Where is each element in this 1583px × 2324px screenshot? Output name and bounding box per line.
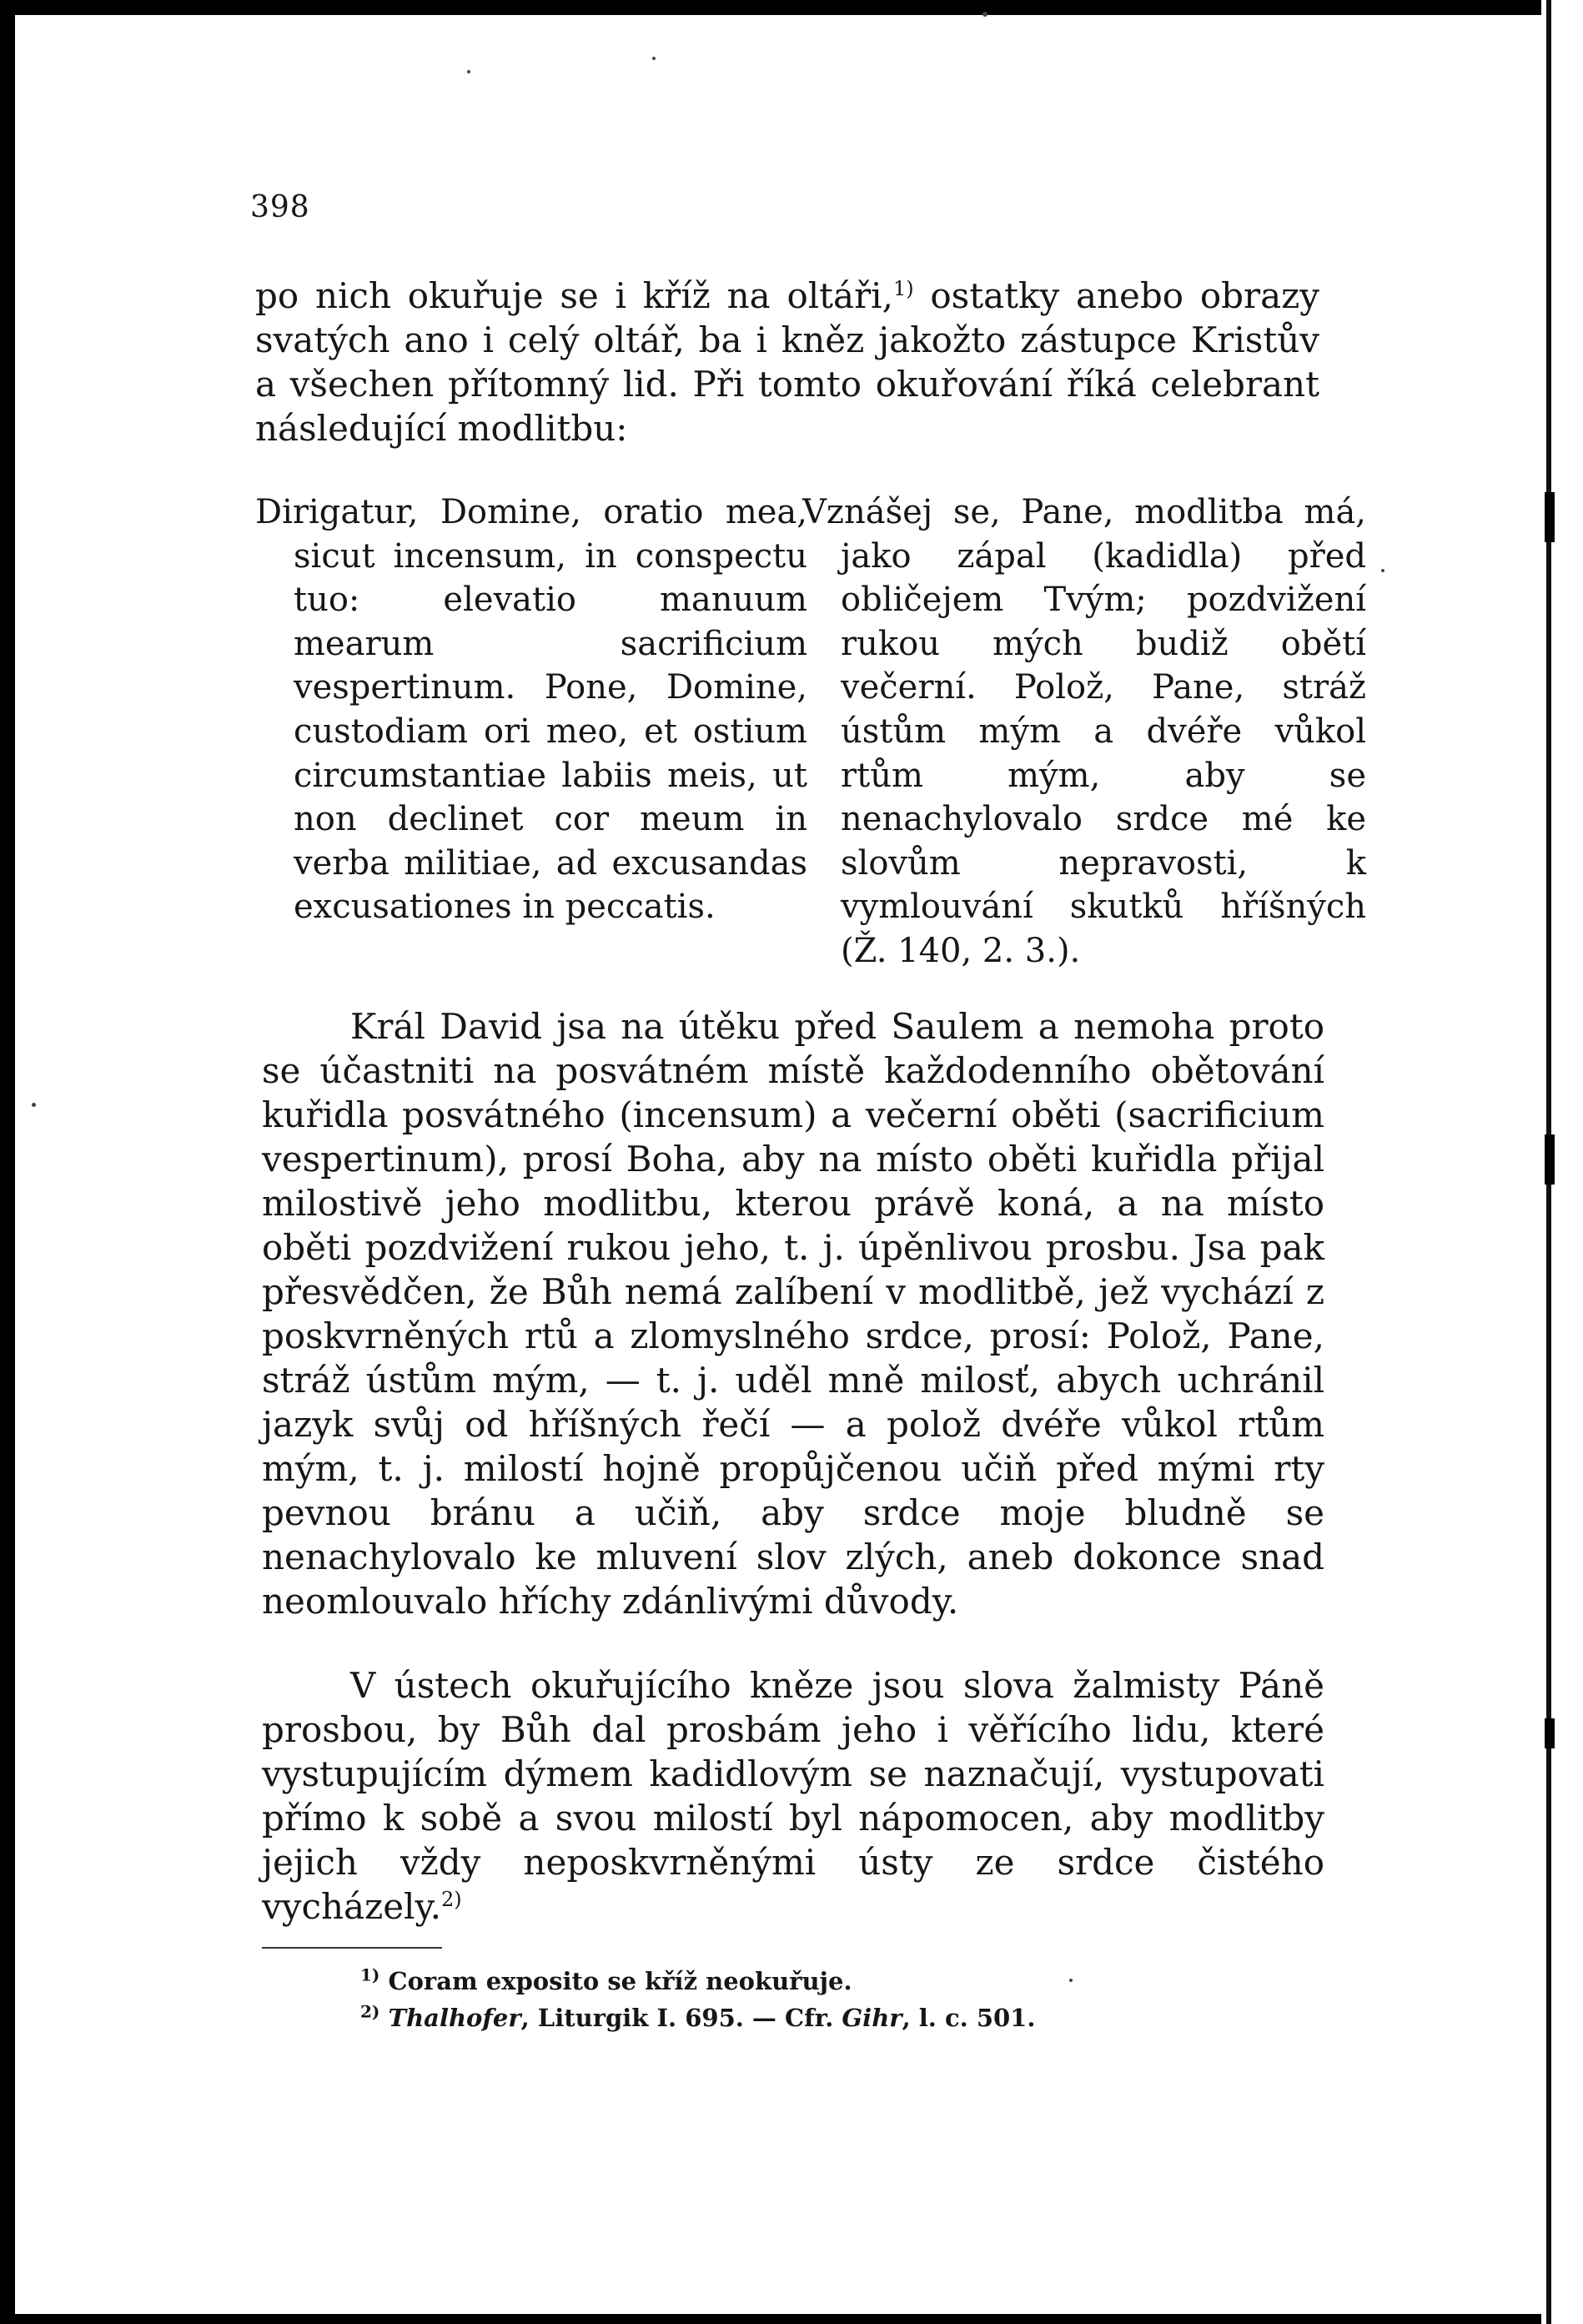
scan-edge-mark — [1545, 1134, 1555, 1185]
prayer-czech: Vznášej se, Pane, modlitba má, jako zápal (kadidla) před obličejem Tvým; pozdvižení rukou mých budiž obětí večerní. Polož, Pane, stráž ústům mým a dvéře vůkol rtům mým, aby se nenachylovalo srdce mé ke slovům nepravosti, k vymlouvání skutků hříšných (Ž. 140, 2. 3.). — [802, 493, 1366, 970]
footnote-2-text: , Liturgik I. 695. — Cfr. — [520, 2004, 842, 2032]
footnote-2-author-2: Gihr — [842, 2004, 902, 2032]
scan-speck — [32, 1103, 36, 1107]
prayer-latin: Dirigatur, Domine, oratio mea, sicut incensum, in conspectu tuo: elevatio manuum mearum sacrificium vespertinum. Pone, Domine, custodiam ori meo, et ostium circumstantiae labiis meis, ut non declinet cor meum in verba militiae, ad excusandas excusationes in peccatis. — [255, 493, 807, 927]
scan-speck — [467, 70, 470, 73]
intro-text-end: ostatky anebo obrazy svatých ano i celý oltář, ba i kněz jakožto zástupce Kristův a všechen přítomný lid. Při tomto okuřování říká celebrant následující modlitbu: — [255, 275, 1319, 449]
scan-edge-mark — [1545, 492, 1555, 542]
page-number: 398 — [250, 190, 310, 224]
footnote-2-author: Thalhofer — [388, 2004, 521, 2032]
footnote-1-mark: 1) — [360, 1964, 380, 1985]
scan-speck — [982, 12, 987, 17]
scan-border-bottom — [0, 2314, 1583, 2324]
scan-speck — [1381, 569, 1384, 572]
footnote-1 — [360, 1965, 852, 1997]
footnote-reference-1: 1) — [892, 277, 914, 300]
commentary-paragraph-2 — [262, 1663, 1324, 1929]
scan-margin-right — [1551, 0, 1583, 2324]
footnote-1-text: Coram exposito se kříž neokuřuje. — [388, 1967, 852, 1995]
footnote-reference-2: 2) — [440, 1888, 462, 1911]
intro-paragraph — [255, 274, 1319, 450]
footnote-divider — [262, 1947, 442, 1949]
scan-speck — [652, 57, 656, 60]
footnote-2-text-2: , l. c. 501. — [902, 2004, 1036, 2032]
footnote-2 — [360, 2002, 1035, 2034]
intro-text-start: po nich okuřuje se i kříž na oltáři, — [255, 275, 893, 316]
commentary-paragraph-2-text: V ústech okuřujícího kněze jsou slova žalmisty Páně prosbou, by Bůh dal prosbám jeho i věřícího lidu, které vystupujícím dýmem kadidlovým se naznačují, vystupovati přímo k sobě a svou milostí byl nápomocen, aby modlitby jejich vždy neposkvrněnými ústy ze srdce čistého vycházely. — [262, 1665, 1324, 1927]
scan-border-top — [0, 0, 1583, 15]
scan-border-left — [0, 0, 15, 2324]
commentary-paragraph-1: Král David jsa na útěku před Saulem a nemoha proto se účastniti na posvátném místě každodenního obětování kuřidla posvátného (incensum) a večerní oběti (sacrificium vespertinum), prosí Boha, aby na místo oběti kuřidla přijal milostivě jeho modlitbu, kterou právě koná, a na místo oběti pozdvižení rukou jeho, t. j. úpěnlivou prosbu. Jsa pak přesvědčen, že Bůh nemá zalíbení v modlitbě, jež vychází z poskvrněných rtů a zlomyslného srdce, prosí: Polož, Pane, stráž ústům mým, — t. j. uděl mně milosť, abych uchránil jazyk svůj od hříšných řečí — a polož dvéře vůkol rtům mým, t. j. milostí hojně propůjčenou učiň před mými rty pevnou bránu a učiň, aby srdce moje bludně se nenachylovalo ke mluvení slov zlých, aneb dokonce snad neomlouvalo hříchy zdánlivými důvody. — [262, 1006, 1324, 1622]
scan-speck — [1069, 1979, 1073, 1982]
scan-edge-mark — [1545, 1718, 1555, 1748]
footnote-2-mark: 2) — [360, 2001, 380, 2022]
